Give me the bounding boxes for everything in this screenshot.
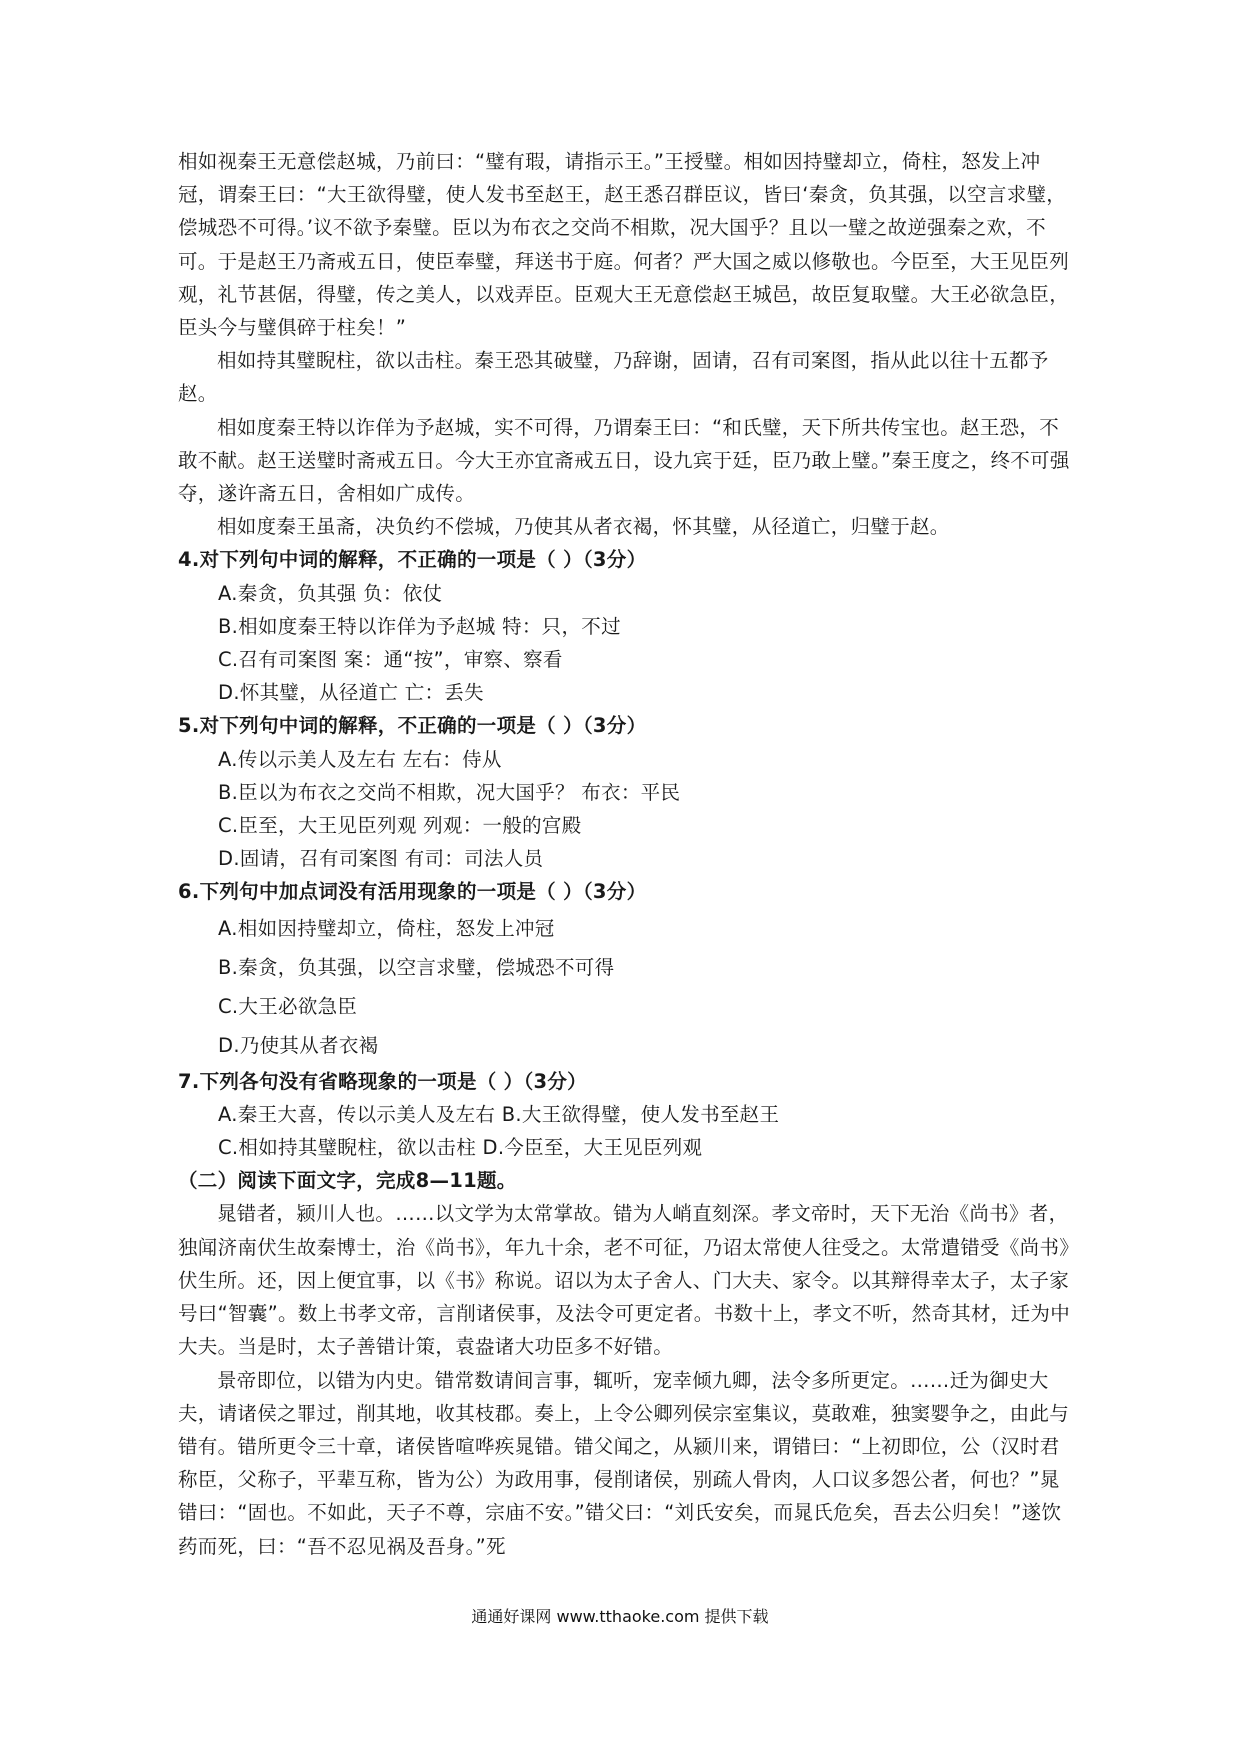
question-4-stem: 4.对下列句中词的解释，不正确的一项是（ ）（3分） <box>178 548 647 572</box>
question-6-option-a: A.相如因持璧却立，倚柱，怒发上冲冠 <box>218 916 555 940</box>
question-4-option-a: A.秦贪，负其强 负：依仗 <box>218 581 443 605</box>
passage-paragraph: 相如度秦王特以诈佯为予赵城，实不可得，乃谓秦王曰：“和氏璧，天下所共传宝也。赵王恐，不敢不献。赵王送璧时斋戒五日。今大王亦宜斋戒五日，设九宾于廷，臣乃敢上璧。”秦王度之，终不可强夺，遂许斋五日，舍相如广成传。 <box>178 415 1070 506</box>
question-4-option-b: B.相如度秦王特以诈佯为予赵城 特：只，不过 <box>218 614 621 638</box>
question-7-options-cd: C.相如持其璧睨柱，欲以击柱 D.今臣至，大王见臣列观 <box>218 1136 703 1160</box>
document-body <box>178 145 1078 1563</box>
question-7-options-ab: A.秦王大喜，传以示美人及左右 B.大王欲得璧，使人发书至赵王 <box>218 1102 780 1126</box>
question-5-option-a: A.传以示美人及左右 左右：侍从 <box>218 747 502 771</box>
question-7-stem: 7.下列各句没有省略现象的一项是（ ）（3分） <box>178 1069 587 1093</box>
passage-paragraph: 相如度秦王虽斋，决负约不偿城，乃使其从者衣褐，怀其璧，从径道亡，归璧于赵。 <box>217 515 950 539</box>
passage-paragraph: 相如视秦王无意偿赵城，乃前曰：“璧有瑕，请指示王。”王授璧。相如因持璧却立，倚柱，怒发上冲冠，谓秦王曰：“大王欲得璧，使人发书至赵王，赵王悉召群臣议，皆曰‘秦贪，负其强，以空言求璧，偿城恐不可得。’议不欲予秦璧。臣以为布衣之交尚不相欺，况大国乎？且以一璧之故逆强秦之欢，不可。于是赵王乃斋戒五日，使臣奉璧，拜送书于庭。何者？严大国之威以修敬也。今臣至，大王见臣列观，礼节甚倨，得璧，传之美人，以戏弄臣。臣观大王无意偿赵王城邑，故臣复取璧。大王必欲急臣，臣头今与璧俱碎于柱矣！” <box>178 150 1070 340</box>
question-5-stem: 5.对下列句中词的解释，不正确的一项是（ ）（3分） <box>178 714 647 738</box>
question-5-option-b: B.臣以为布衣之交尚不相欺，况大国乎？ 布衣：平民 <box>218 780 681 804</box>
passage-paragraph: 相如持其璧睨柱，欲以击柱。秦王恐其破璧，乃辞谢，固请，召有司案图，指从此以往十五都予赵。 <box>178 349 1049 406</box>
passage-paragraph: 晁错者，颍川人也。……以文学为太常掌故。错为人峭直刻深。孝文帝时，天下无治《尚书》者，独闻济南伏生故秦博士，治《尚书》，年九十余，老不可征，乃诏太常使人往受之。太常遣错受《尚书》伏生所。还，因上便宜事，以《书》称说。诏以为太子舍人、门大夫、家令。以其辩得幸太子，太子家号曰“智囊”。数上书孝文帝，言削诸侯事，及法令可更定者。书数十上，孝文不听，然奇其材，迁为中大夫。当是时，太子善错计策，袁盎诸大功臣多不好错。 <box>178 1202 1071 1359</box>
question-4-option-d: D.怀其璧，从径道亡 亡：丢失 <box>218 681 484 705</box>
passage-paragraph: 景帝即位，以错为内史。错常数请间言事，辄听，宠幸倾九卿，法令多所更定。……迁为御史大夫，请诸侯之罪过，削其地，收其枝郡。奏上，上令公卿列侯宗室集议，莫敢难，独窦婴争之，由此与错有。错所更令三十章，诸侯皆喧哗疾晁错。错父闻之，从颍川来，谓错曰：“上初即位，公（汉时君称臣，父称子，平辈互称，皆为公）为政用事，侵削诸侯，别疏人骨肉，人口议多怨公者，何也？”晁错曰：“固也。不如此，天子不尊，宗庙不安。”错父曰：“刘氏安矣，而晁氏危矣，吾去公归矣！”遂饮药而死，曰：“吾不忍见祸及吾身。”死 <box>178 1368 1070 1558</box>
question-4-option-c: C.召有司案图 案：通“按”，审察、察看 <box>218 648 563 672</box>
footer-source: 通通好课网 www.tthaoke.com 提供下载 <box>471 1607 769 1626</box>
question-6-option-d: D.乃使其从者衣褐 <box>218 1033 379 1057</box>
question-6-option-c: C.大王必欲急臣 <box>218 994 358 1018</box>
question-6-option-b: B.秦贪，负其强，以空言求璧，偿城恐不可得 <box>218 955 615 979</box>
question-6-stem: 6.下列句中加点词没有活用现象的一项是（ ）（3分） <box>178 880 647 904</box>
question-5-option-c: C.臣至，大王见臣列观 列观：一般的宫殿 <box>218 814 582 838</box>
section-2-heading: （二）阅读下面文字，完成8—11题。 <box>178 1169 517 1193</box>
question-5-option-d: D.固请，召有司案图 有司：司法人员 <box>218 847 544 871</box>
